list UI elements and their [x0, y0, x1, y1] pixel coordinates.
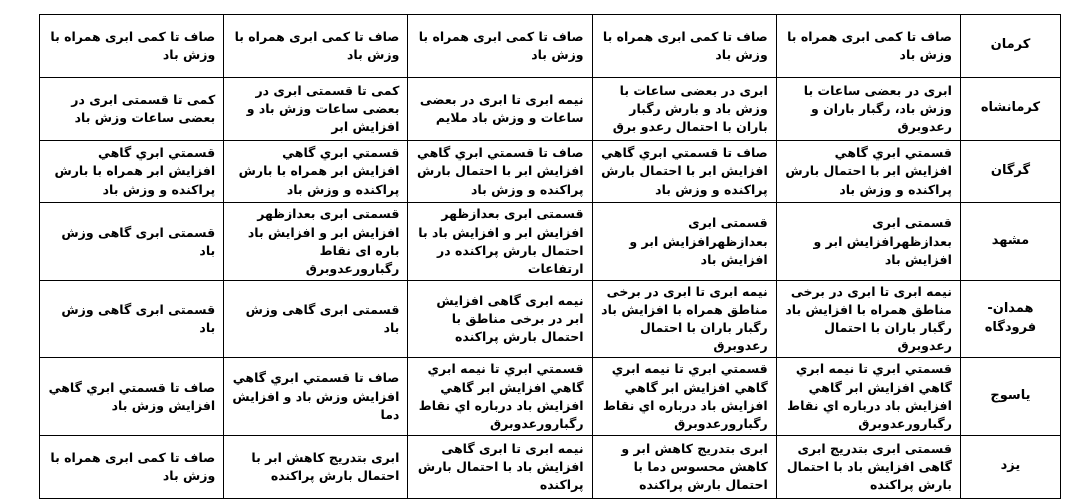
forecast-cell: صاف تا قسمتي ابري گاهي افزايش وزش باد	[40, 358, 224, 436]
table-row	[40, 203, 1061, 281]
forecast-cell: نیمه ابری تا ابری گاهی افزایش باد با احتمال بارش پراکنده	[408, 435, 592, 498]
forecast-cell: نیمه ابری تا ابری در برخی مناطق همراه با افزایش باد رگبار باران با احتمال رعدوبرق	[776, 280, 960, 358]
forecast-cell: ابری بتدریج کاهش ابر با احتمال بارش پراکنده	[224, 435, 408, 498]
city-name-cell: یاسوج	[960, 358, 1060, 436]
forecast-cell: قسمتی ابری بعدازظهر افزایش ابر و افزایش باد باره ای نقاط رگبارورعدوبرق	[224, 203, 408, 281]
forecast-cell: صاف تا کمی ابری همراه با وزش باد	[408, 15, 592, 78]
forecast-cell: صاف تا کمی ابری همراه با وزش باد	[224, 15, 408, 78]
forecast-cell: صاف تا قسمتي ابري گاهي افزايش وزش باد و افزايش دما	[224, 358, 408, 436]
forecast-cell: صاف تا کمی ابری همراه با وزش باد	[776, 15, 960, 78]
forecast-cell: صاف تا کمی ابری همراه با وزش باد	[40, 15, 224, 78]
forecast-table-body	[40, 15, 1061, 499]
forecast-cell: قسمتی ابری بعدازظهر افزایش ابر و افزایش باد با احتمال بارش پراکنده در ارتفاعات	[408, 203, 592, 281]
forecast-cell: قسمتی ابری بتدریج ابری گاهی افزایش باد با احتمال بارش پراکنده	[776, 435, 960, 498]
city-name-cell: همدان- فرودگاه	[960, 280, 1060, 358]
table-row	[40, 15, 1061, 78]
forecast-cell: نیمه ابری تا ابری در بعضی ساعات و وزش باد ملایم	[408, 77, 592, 140]
city-name-cell: کرمانشاه	[960, 77, 1060, 140]
forecast-cell: قسمتي ابري گاهي افزايش ابر با احتمال بارش پراكنده و وزش باد	[776, 140, 960, 203]
forecast-cell: قسمتی ابری بعدازظهرافزایش ابر و افزایش باد	[776, 203, 960, 281]
forecast-cell: ابری در بعضی ساعات با وزش باد و بارش رگبار باران با احتمال رعدو برق	[592, 77, 776, 140]
table-row	[40, 280, 1061, 358]
forecast-cell: کمی تا قسمتی ابری در بعضی ساعات وزش باد و افزایش ابر	[224, 77, 408, 140]
forecast-cell: صاف تا قسمتي ابري گاهي افزايش ابر با احتمال بارش پراكنده و وزش باد	[408, 140, 592, 203]
weather-forecast-table	[39, 14, 1061, 499]
city-name-cell: یزد	[960, 435, 1060, 498]
forecast-cell: صاف تا کمی ابری همراه با وزش باد	[592, 15, 776, 78]
forecast-cell: قسمتي ابري گاهي افزايش ابر همراه با بارش پراكنده و وزش باد	[224, 140, 408, 203]
forecast-cell: قسمتي ابري تا نيمه ابري گاهي افزايش ابر گاهي افزايش باد درباره اي نقاط رگبارورعدوبرق	[408, 358, 592, 436]
table-row	[40, 435, 1061, 498]
forecast-cell: ابری بتدریج کاهش ابر و کاهش محسوس دما با احتمال بارش پراکنده	[592, 435, 776, 498]
forecast-cell: نیمه ابری گاهی افزایش ابر در برخی مناطق با احتمال بارش پراکنده	[408, 280, 592, 358]
forecast-cell: قسمتی ابری گاهی وزش باد	[40, 203, 224, 281]
forecast-cell: ابری در بعضی ساعات با وزش باد، رگبار باران و رعدوبرق	[776, 77, 960, 140]
forecast-cell: قسمتی ابری بعدازظهرافزایش ابر و افزایش باد	[592, 203, 776, 281]
forecast-cell: قسمتي ابري تا نيمه ابري گاهي افزايش ابر گاهي افزايش باد درباره اي نقاط رگبارورعدوبرق	[776, 358, 960, 436]
forecast-cell: نیمه ابری تا ابری در برخی مناطق همراه با افزایش باد رگبار باران با احتمال رعدوبرق	[592, 280, 776, 358]
city-name-cell: مشهد	[960, 203, 1060, 281]
forecast-cell: قسمتی ابری گاهی وزش باد	[224, 280, 408, 358]
table-row	[40, 358, 1061, 436]
forecast-cell: کمی تا قسمتی ابری در بعضی ساعات وزش باد	[40, 77, 224, 140]
forecast-cell: صاف تا قسمتي ابري گاهي افزايش ابر با احتمال بارش پراكنده و وزش باد	[592, 140, 776, 203]
city-name-cell: گرگان	[960, 140, 1060, 203]
forecast-cell: صاف تا کمی ابری همراه با وزش باد	[40, 435, 224, 498]
forecast-cell: قسمتي ابري تا نيمه ابري گاهي افزايش ابر گاهي افزايش باد درباره اي نقاط رگبارورعدوبرق	[592, 358, 776, 436]
city-name-cell: کرمان	[960, 15, 1060, 78]
table-row	[40, 140, 1061, 203]
table-row	[40, 77, 1061, 140]
forecast-cell: قسمتي ابري گاهي افزايش ابر همراه با بارش پراكنده و وزش باد	[40, 140, 224, 203]
forecast-cell: قسمتی ابری گاهی وزش باد	[40, 280, 224, 358]
